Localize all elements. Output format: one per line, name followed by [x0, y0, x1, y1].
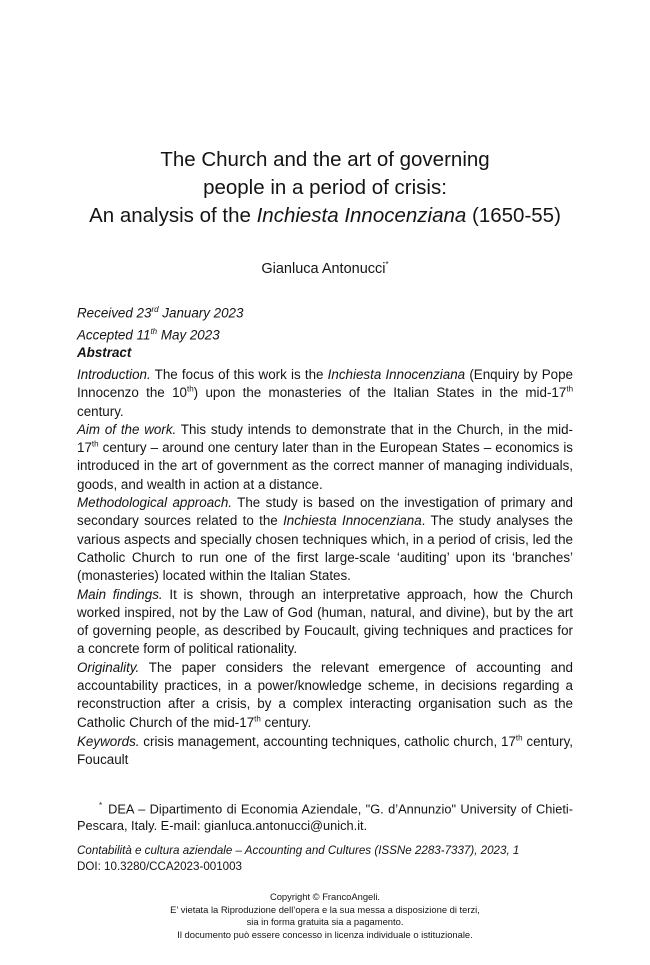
abstract-introduction — [77, 366, 573, 421]
abstract-heading: Abstract — [77, 345, 132, 360]
accepted-pre: Accepted 11 — [77, 327, 151, 343]
originality-sup-1: th — [254, 714, 261, 724]
author-footnote — [77, 797, 573, 834]
abstract-originality — [77, 659, 573, 732]
aim-text-1: This study intends to demonstrate that in the Church, in the mid-17 — [77, 421, 573, 456]
footnote-mark: * — [99, 801, 103, 810]
method-italic-term: Inchiesta Innocenziana — [283, 513, 422, 529]
doi: DOI: 10.3280/CCA2023-001003 — [77, 860, 243, 873]
footnote-text: DEA – Dipartimento di Economia Aziendale, "G. d’Annunzio" University of Chieti-Pescara, Italy. E-mail: gianluca.antonucci@unich.it. — [77, 801, 573, 834]
title-italic-term: Inchiesta Innocenziana — [256, 204, 467, 227]
copyright-line-1: Copyright © FrancoAngeli. — [269, 891, 381, 902]
introduction-sup-1: th — [187, 384, 194, 394]
received-date — [77, 300, 243, 322]
received-sup: rd — [151, 305, 159, 314]
aim-sup-1: th — [91, 439, 99, 449]
author-name: Gianluca Antonucci — [261, 260, 386, 277]
introduction-italic-term: Inchiesta Innocenziana — [327, 367, 466, 382]
originality-label: Originality. — [77, 659, 140, 675]
received-pre: Received 23 — [77, 305, 152, 321]
author-footnote-mark: * — [385, 260, 389, 269]
introduction-text-4: century. — [77, 403, 124, 419]
copyright-line-2: E’ vietata la Riproduzione dell’opera e la sua messa a disposizione di terzi, — [170, 903, 480, 915]
method-text-1: The study is based on the investigation of primary and secondary sources related to the — [77, 495, 573, 529]
title-line-3-pre: An analysis of the — [89, 204, 257, 227]
title-line-1: The Church and the art of governing — [160, 148, 490, 171]
author-line — [0, 260, 650, 277]
findings-label: Main findings. — [77, 586, 163, 602]
title-line-2: people in a period of crisis: — [203, 176, 447, 199]
abstract-aim — [77, 421, 573, 494]
paper-title — [40, 146, 610, 230]
copyright-line-3: sia in forma gratuita sia a pagamento. — [246, 916, 404, 927]
journal-citation: Contabilità e cultura aziendale – Accounting and Cultures (ISSNe 2283-7337), 2023, 1 — [77, 844, 520, 857]
abstract-body — [77, 366, 573, 732]
introduction-text-3: ) upon the monasteries of the Italian States in the mid-17 — [193, 385, 567, 401]
title-line-3 — [40, 202, 610, 230]
journal-info — [77, 843, 519, 875]
received-post: January 2023 — [158, 305, 244, 321]
keywords-text-2: century, Foucault — [77, 734, 574, 768]
copyright-notice — [0, 891, 650, 941]
copyright-line-4: Il documento può essere concesso in licenza individuale o istituzionale. — [177, 928, 473, 940]
accepted-sup: th — [150, 327, 158, 337]
method-label: Methodological approach. — [77, 495, 233, 511]
publication-dates — [77, 300, 243, 345]
keywords-text-1: crisis management, accounting techniques, catholic church, 17 — [139, 734, 516, 749]
accepted-date — [77, 322, 243, 344]
originality-text-2: century. — [260, 714, 312, 730]
aim-text-2: century – around one century later than in the European States – economics is introduced in the art of government as the correct manner of managing individuals, goods, and wealth in action at a distance. — [77, 440, 573, 492]
title-line-3-post: (1650-55) — [466, 204, 561, 227]
originality-text-1: The paper considers the relevant emergence of accounting and accountability practices, in a power/knowledge scheme, in decisions regarding a reconstruction after a crisis, by a complex interacting organisation such as the Catholic Church of the mid-17 — [77, 659, 573, 730]
keywords — [77, 733, 573, 770]
accepted-post: May 2023 — [157, 327, 220, 343]
keywords-label: Keywords. — [77, 734, 140, 749]
method-text-2: . The study analyses the various aspects and specially chosen techniques which, in a period of crisis, led the Catholic Church to run one of the first large-scale ‘auditing’ upon its ‘branches’ (monasteries) located within the Italian States. — [77, 513, 574, 584]
abstract-findings — [77, 586, 573, 659]
keywords-sup: th — [515, 733, 523, 743]
introduction-text-2: (Enquiry by Pope Innocenzo the 10 — [77, 367, 574, 401]
abstract-method — [77, 494, 573, 585]
aim-label: Aim of the work. — [77, 421, 177, 437]
introduction-label: Introduction. — [77, 367, 151, 382]
findings-text-1: It is shown, through an interpretative approach, how the Church worked inspired, not by the Law of God (human, natural, and divine), but by the art of governing people, as described by Foucault, giving techniques and practices for a concrete form of political rationality. — [77, 586, 573, 657]
introduction-text-1: The focus of this work is the — [150, 367, 328, 382]
introduction-sup-2: th — [566, 384, 574, 394]
